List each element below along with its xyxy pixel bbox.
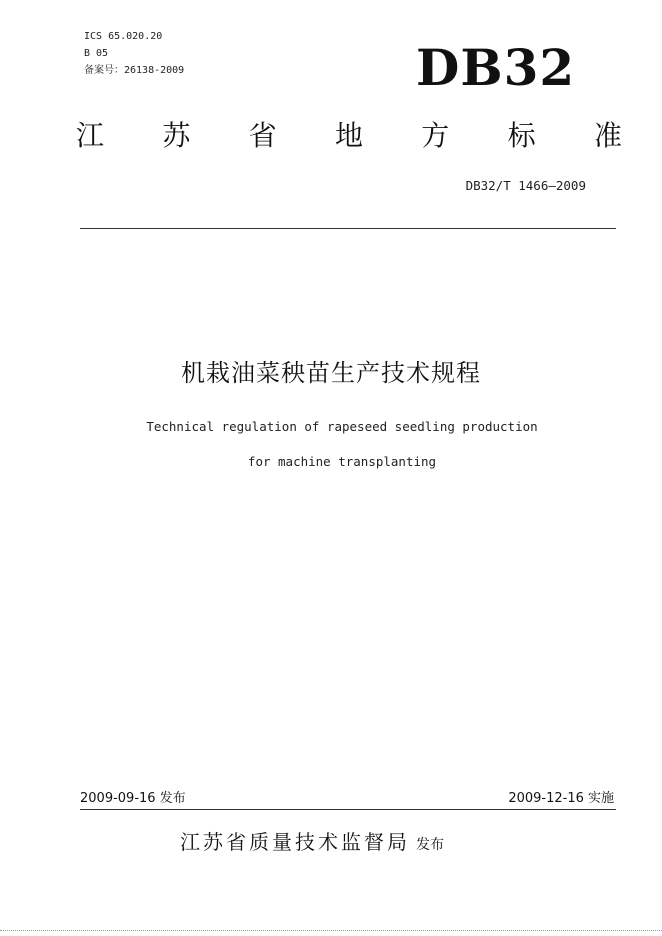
title-english-line-2: for machine transplanting	[247, 454, 437, 469]
issue-date: 2009-09-16 发布	[80, 791, 186, 806]
title-chinese: 机栽油菜秧苗生产技术规程	[181, 359, 481, 387]
standard-number: DB32/T 1466—2009	[465, 178, 586, 193]
filing-number: 备案号：26138-2009	[84, 65, 185, 76]
ics-code: ICS 65.020.20	[84, 31, 163, 42]
implementation-date: 2009-12-16 实施	[508, 791, 614, 806]
standard-type-char: 苏	[162, 119, 191, 152]
bottom-divider	[80, 809, 616, 810]
standard-type-char: 准	[593, 119, 622, 152]
authority-name: 江苏省质量技术监督局	[180, 830, 410, 854]
standard-type-char: 江	[75, 119, 104, 152]
standard-type-char: 方	[421, 119, 450, 152]
publish-label: 发布	[416, 837, 444, 853]
db-code: DB32	[416, 38, 576, 97]
issuing-authority	[180, 828, 444, 859]
standard-type-char: 标	[507, 119, 536, 152]
top-divider	[80, 228, 616, 229]
page-edge	[0, 930, 662, 931]
standard-type-heading	[70, 118, 628, 154]
standard-type-char: 地	[334, 119, 363, 152]
standard-type-char: 省	[248, 119, 277, 152]
classification-code: B 05	[84, 48, 109, 59]
title-english-line-1: Technical regulation of rapeseed seedling production	[146, 419, 538, 434]
